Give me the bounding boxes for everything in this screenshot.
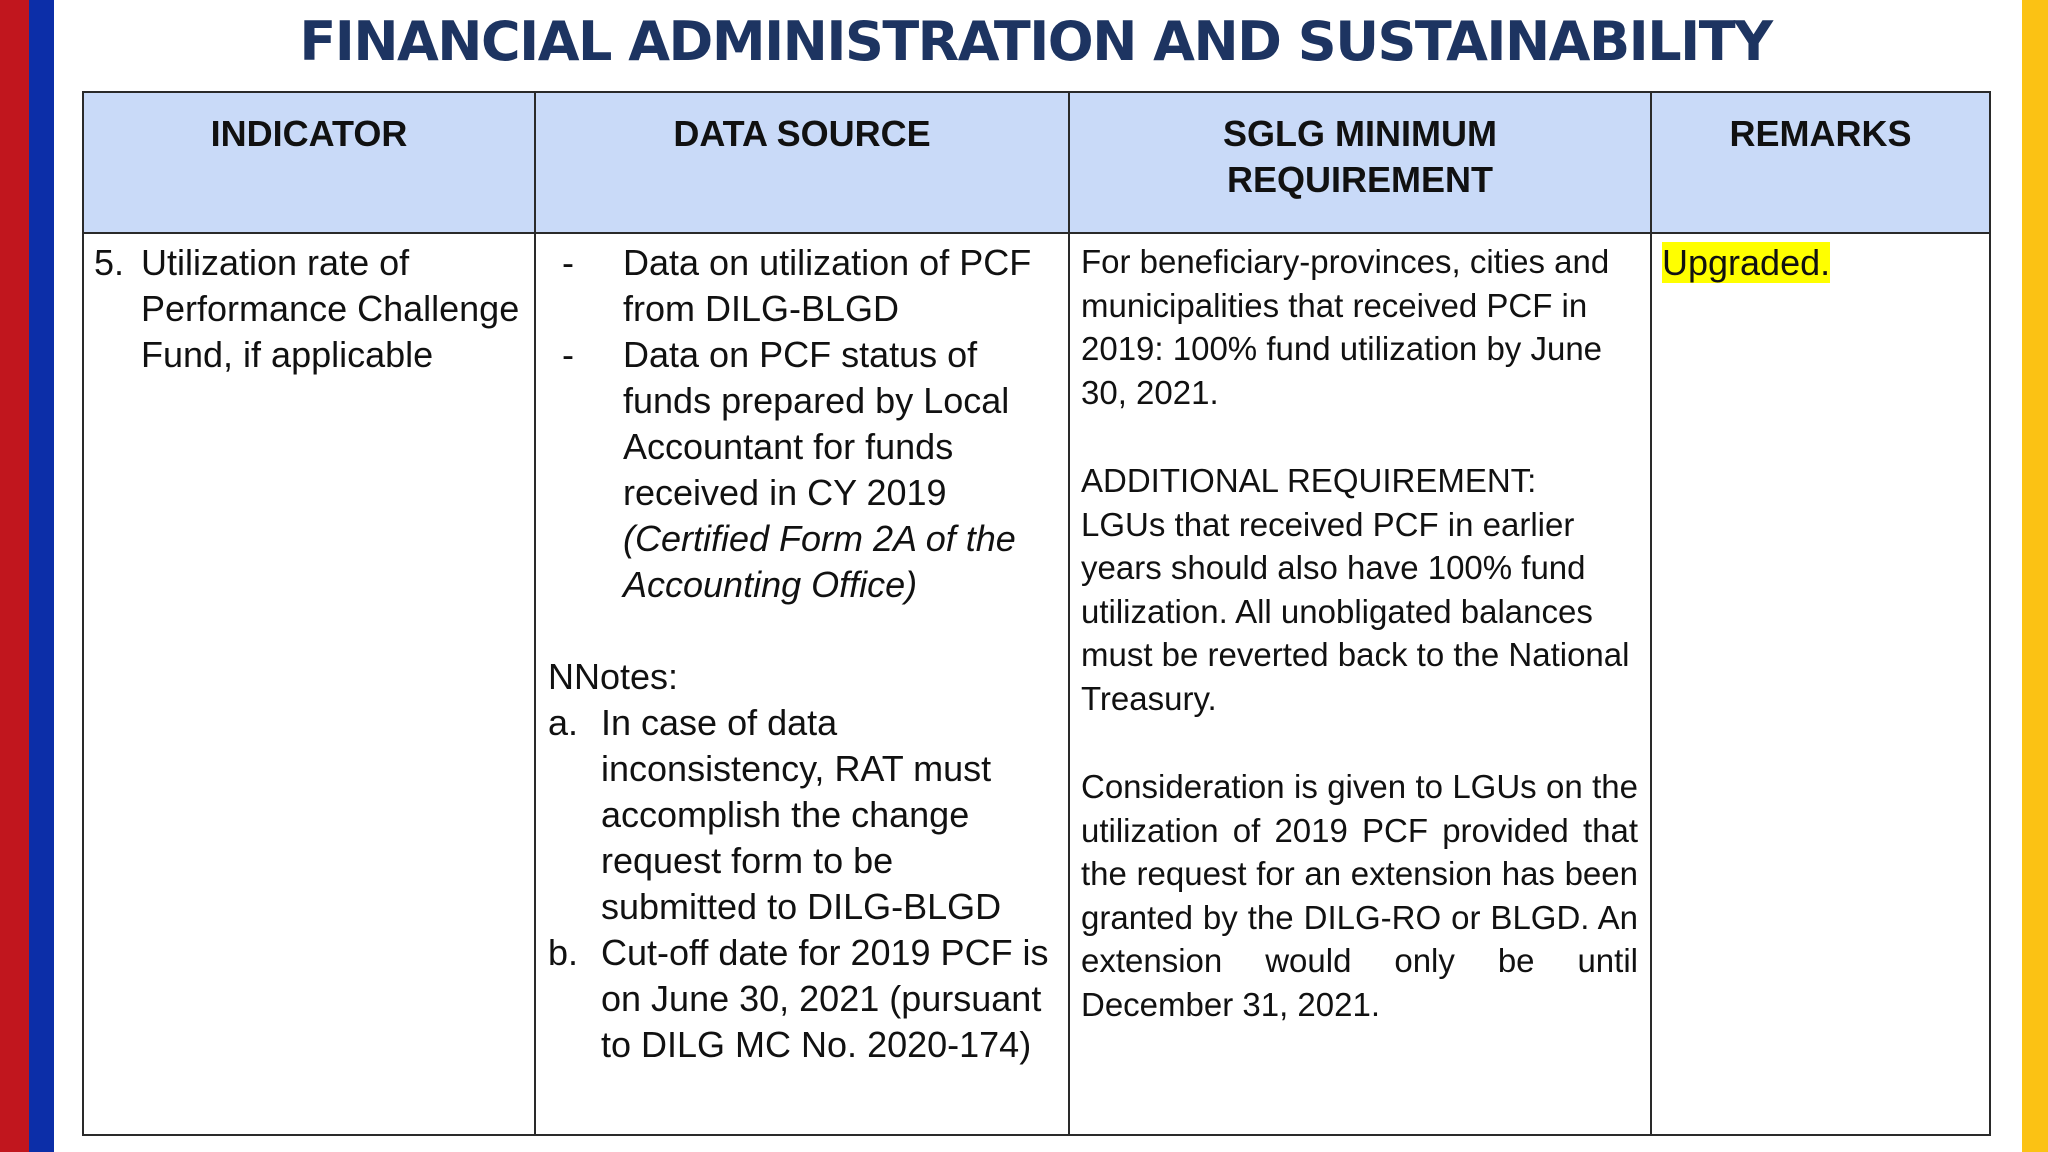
data-source-item — [548, 332, 1058, 608]
header-data-source: DATA SOURCE — [535, 92, 1069, 233]
note-item — [548, 930, 1058, 1068]
note-text: In case of data inconsistency, RAT must accomplish the change request form to be submitted to DILG-BLGD — [601, 702, 1002, 927]
data-source-item — [548, 240, 1058, 332]
note-item — [548, 700, 1058, 930]
note-marker: b. — [548, 932, 579, 973]
header-remarks: REMARKS — [1651, 92, 1990, 233]
indicator-item — [94, 240, 526, 378]
left-red-accent-bar — [0, 0, 29, 1152]
indicator-number: 5. — [94, 242, 125, 283]
table-header-row — [83, 92, 1990, 233]
table-row — [83, 233, 1990, 1135]
dash-bullet: - — [562, 334, 574, 375]
requirement-paragraph-1: For beneficiary-provinces, cities and municipalities that received PCF in 2019: 100% fund utilization by June 30, 2021. — [1081, 243, 1610, 411]
dash-bullet: - — [562, 242, 574, 283]
data-source-item-text — [623, 332, 1058, 608]
notes-label: NNotes: — [548, 656, 679, 697]
indicator-cell — [83, 233, 535, 1135]
requirement-paragraph-2: LGUs that received PCF in earlier years should also have 100% fund utilization. All unobligated balances must be reverted back to the National Treasury. — [1081, 505, 1630, 717]
note-text: Cut-off date for 2019 PCF is on June 30, 2021 (pursuant to DILG MC No. 2020-174) — [601, 932, 1049, 1065]
requirement-cell — [1069, 233, 1651, 1135]
header-indicator: INDICATOR — [83, 92, 535, 233]
certified-form-note: (Certified Form 2A of the Accounting Office) — [623, 518, 1016, 605]
data-source-item-text: Data on utilization of PCF from DILG-BLGD — [623, 242, 1032, 329]
additional-requirement-label: ADDITIONAL REQUIREMENT: — [1081, 462, 1537, 499]
indicator-table — [82, 91, 1991, 1136]
requirement-paragraph-3: Consideration is given to LGUs on the utilization of 2019 PCF provided that the request for an extension has been granted by the DILG-RO or BLGD. An extension would only be until December 31, 2021. — [1081, 768, 1638, 1023]
remarks-cell — [1651, 233, 1990, 1135]
indicator-text: Utilization rate of Performance Challenge Fund, if applicable — [141, 242, 520, 375]
data-source-item-body: Data on PCF status of funds prepared by Local Accountant for funds received in CY 2019 — [623, 334, 1010, 513]
remarks-highlight: Upgraded. — [1662, 242, 1831, 283]
header-sglg-minimum-requirement — [1069, 92, 1651, 233]
right-yellow-accent-bar — [2022, 0, 2048, 1152]
slide-title: FINANCIAL ADMINISTRATION AND SUSTAINABILITY — [299, 10, 1772, 73]
data-source-cell — [535, 233, 1069, 1135]
header-requirement-text: SGLG MINIMUM REQUIREMENT — [1223, 113, 1497, 200]
note-marker: a. — [548, 702, 579, 743]
left-blue-accent-bar — [29, 0, 54, 1152]
